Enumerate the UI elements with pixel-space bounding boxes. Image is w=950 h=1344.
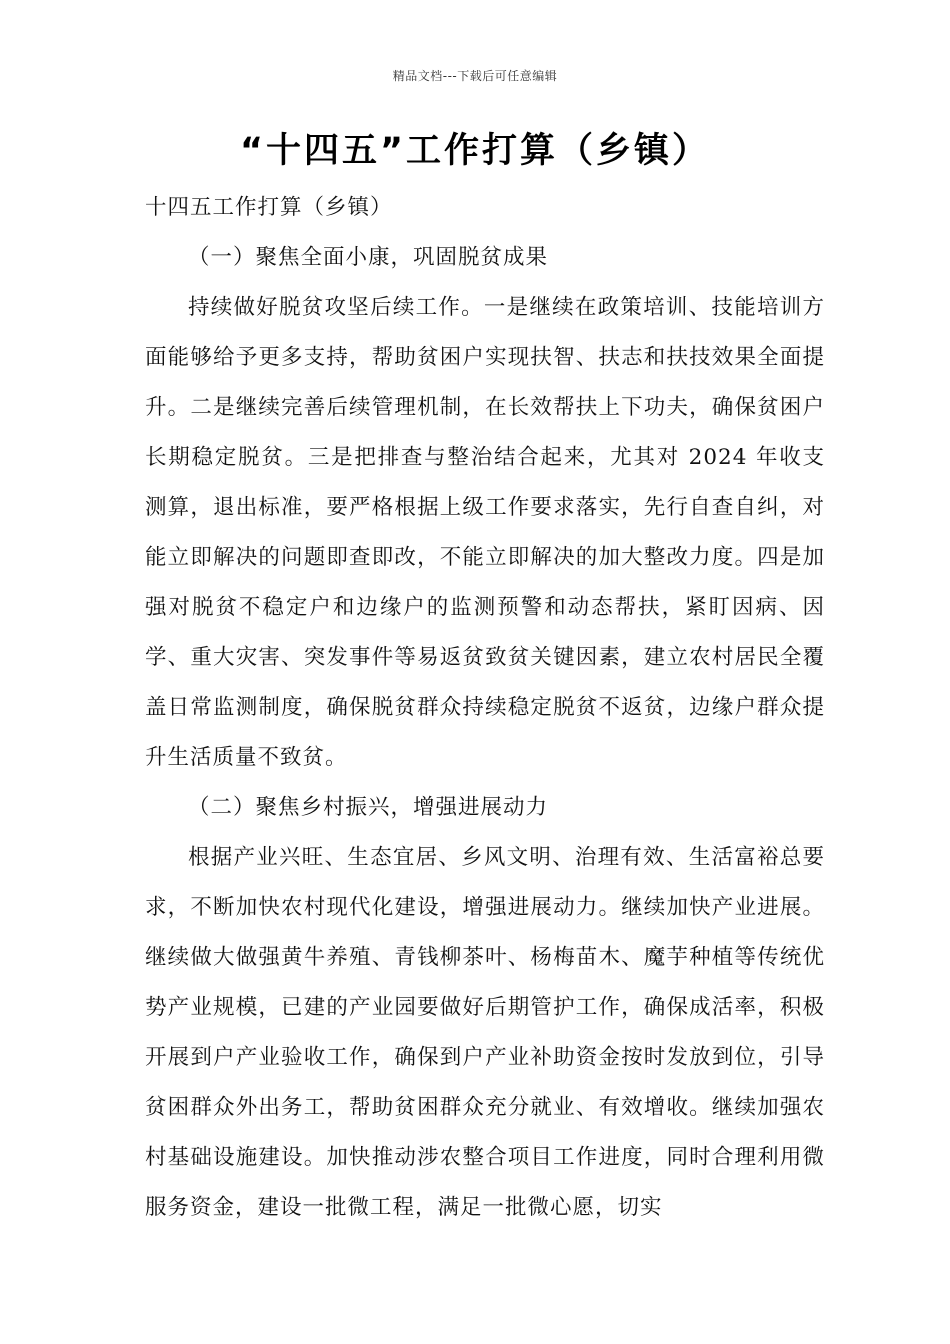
section-paragraph-2: 根据产业兴旺、生态宜居、乡风文明、治理有效、生活富裕总要求，不断加快农村现代化建设，增强进展动力。继续加快产业进展。继续做大做强黄牛养殖、青钱柳茶叶、杨梅苗木、魔芋种植等传统优势产业规模，已建的产业园要做好后期管护工作，确保成活率，积极开展到户产业验收工作，确保到户产业补助资金按时发放到位，引导贫困群众外出务工，帮助贫困群众充分就业、有效增收。继续加强农村基础设施建设。加快推动涉农整合项目工作进度，同时合理利用微服务资金，建设一批微工程，满足一批微心愿，切实 (145, 845, 825, 1220)
document-body (145, 183, 825, 1233)
page-header-note: 精品文档---下载后可任意编辑 (392, 69, 558, 83)
section-paragraph-1: 持续做好脱贫攻坚后续工作。一是继续在政策培训、技能培训方面能够给予更多支持，帮助贫困户实现扶智、扶志和扶技效果全面提升。二是继续完善后续管理机制，在长效帮扶上下功夫，确保贫困户长期稳定脱贫。三是把排查与整治结合起来，尤其对 2024 年收支测算，退出标准，要严格根据上级工作要求落实，先行自查自纠，对能立即解决的问题即查即改，不能立即解决的加大整改力度。四是加强对脱贫不稳定户和边缘户的监测预警和动态帮扶，紧盯因病、因学、重大灾害、突发事件等易返贫致贫关键因素，建立农村居民全覆盖日常监测制度，确保脱贫群众持续稳定脱贫不返贫，边缘户群众提升生活质量不致贫。 (145, 295, 825, 770)
section-heading-2: （二）聚焦乡村振兴，增强进展动力 (188, 795, 549, 820)
section-heading-1: （一）聚焦全面小康，巩固脱贫成果 (188, 245, 549, 270)
document-subtitle: 十四五工作打算（乡镇） (145, 195, 393, 220)
document-title: “十四五”工作打算（乡镇） (239, 131, 710, 171)
